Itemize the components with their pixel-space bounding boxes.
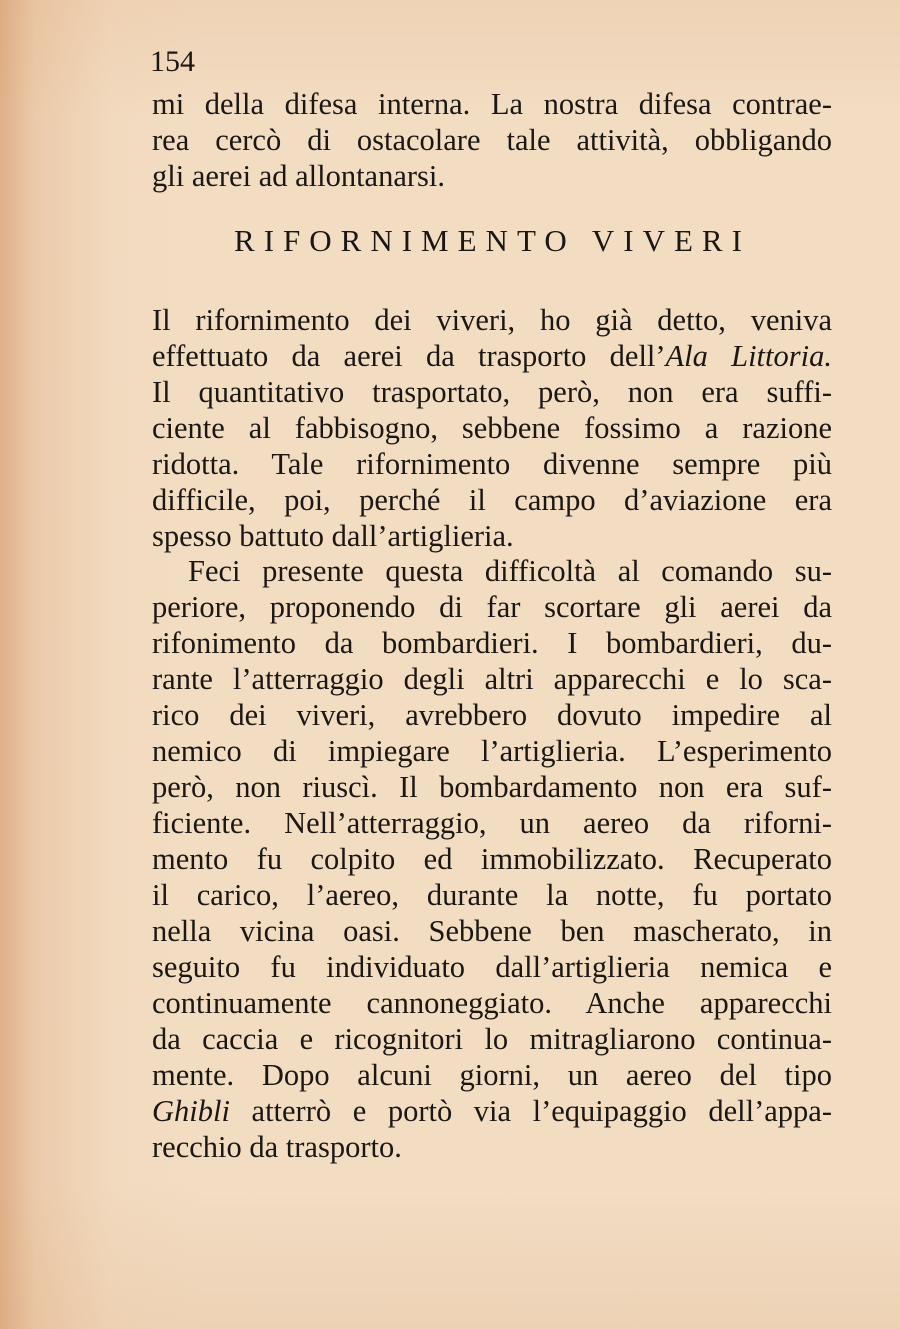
- italic-title: Ghibli: [152, 1094, 230, 1128]
- text-line: Il rifornimento dei viveri, ho già detto, veniva: [152, 303, 832, 337]
- italic-title: Ala Littoria.: [665, 339, 832, 373]
- page-number: 154: [150, 45, 195, 78]
- text-segment: atterrò e portò via l’equipaggio dell’appa-: [229, 1094, 832, 1128]
- text-line: mente. Dopo alcuni giorni, un aereo del tipo: [152, 1058, 832, 1092]
- text-line: rico dei viveri, avrebbero dovuto impedire al: [152, 698, 832, 732]
- section-title: RIFORNIMENTO VIVERI: [234, 223, 751, 258]
- text-line: ridotta. Tale rifornimento divenne sempre più: [152, 447, 832, 481]
- text-line: rante l’atterraggio degli altri apparecchi e lo sca-: [152, 662, 832, 696]
- text-line: periore, proponendo di far scortare gli aerei da: [152, 590, 832, 624]
- text-line: nella vicina oasi. Sebbene ben mascherato, in: [152, 914, 832, 948]
- text-line: spesso battuto dall’artiglieria.: [152, 519, 514, 553]
- text-line: recchio da trasporto.: [152, 1130, 402, 1164]
- text-line: ficiente. Nell’atterraggio, un aereo da riforni-: [152, 806, 832, 840]
- text-line: continuamente cannoneggiato. Anche apparecchi: [152, 986, 832, 1020]
- text-line: però, non riuscì. Il bombardamento non era suf-: [152, 770, 832, 804]
- text-line: il carico, l’aereo, durante la notte, fu portato: [152, 878, 832, 912]
- text-line: ciente al fabbisogno, sebbene fossimo a razione: [152, 411, 832, 445]
- text-line: rifonimento da bombardieri. I bombardieri, du-: [152, 626, 832, 660]
- text-line: mi della difesa interna. La nostra difesa contrae-: [152, 87, 832, 121]
- text-line: da caccia e ricognitori lo mitragliarono continua-: [152, 1022, 832, 1056]
- text-line: mento fu colpito ed immobilizzato. Recuperato: [152, 842, 832, 876]
- text-line: [152, 338, 832, 374]
- text-segment: effettuato da aerei da trasporto dell’: [152, 339, 666, 373]
- text-line: rea cercò di ostacolare tale attività, obbligando: [152, 123, 832, 157]
- text-line: difficile, poi, perché il campo d’aviazione era: [152, 483, 832, 517]
- text-line: Feci presente questa difficoltà al comando su-: [188, 554, 832, 588]
- text-line: nemico di impiegare l’artiglieria. L’esperimento: [152, 734, 832, 768]
- text-line: [152, 1093, 832, 1129]
- text-line: Il quantitativo trasportato, però, non era suffi-: [152, 375, 832, 409]
- text-line: gli aerei ad allontanarsi.: [152, 159, 446, 193]
- text-line: seguito fu individuato dall’artiglieria nemica e: [152, 950, 832, 984]
